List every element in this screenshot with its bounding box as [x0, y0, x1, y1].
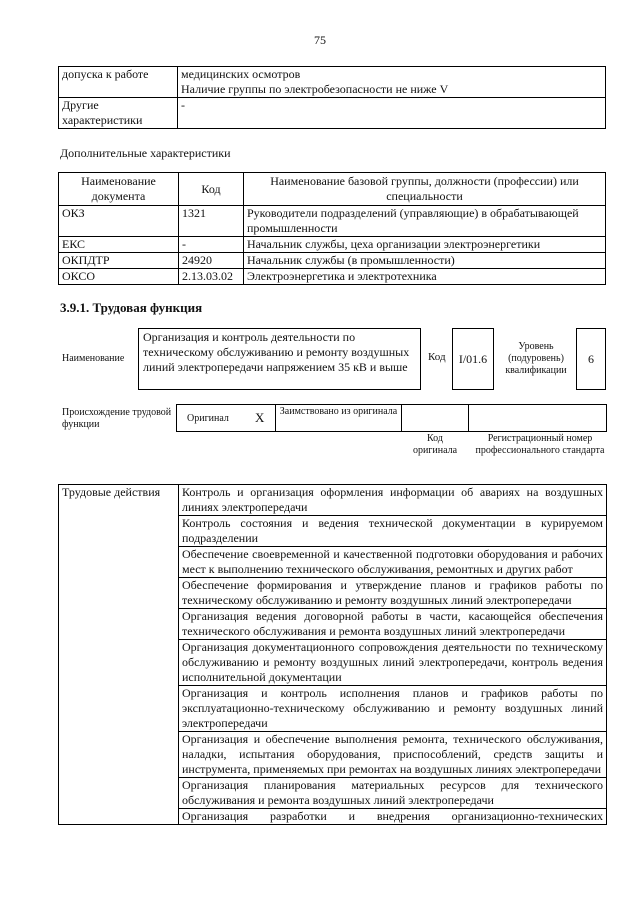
original-mark: X — [255, 410, 265, 425]
code-box — [452, 328, 494, 390]
table-row — [59, 269, 606, 285]
level-value: 6 — [588, 352, 594, 366]
action-item: Контроль и организация оформления информации об авариях на воздушных линиях электропередачи — [179, 485, 607, 516]
action-item: Организация документационного сопровождения деятельности по техническому обслуживанию и ремонту воздушных линий электропередачи, контроль ведения исполнительной документации — [179, 640, 607, 686]
action-item: Контроль состояния и ведения технической документации в курируемом подразделении — [179, 516, 607, 547]
original-label: Оригинал — [187, 413, 229, 424]
borrowed-box — [275, 404, 402, 432]
column-header: Наименование документа — [59, 173, 179, 206]
page-number: 75 — [314, 33, 326, 47]
row-label: допуска к работе — [59, 67, 178, 98]
action-item: Обеспечение своевременной и качественной подготовки оборудования и рабочих мест к выполнению технического обслуживания, ремонтных и других работ — [179, 547, 607, 578]
table-cell: 24920 — [179, 253, 244, 269]
level-box — [576, 328, 606, 390]
borrowed-label: Заимствовано из оригинала — [279, 406, 398, 417]
table-row — [59, 485, 607, 516]
table-cell: Руководители подразделений (управляющие) в обрабатывающей промышленности — [244, 206, 606, 237]
table-row — [59, 98, 606, 129]
action-item: Обеспечение формирования и утверждение планов и графиков работы по техническому обслуживанию и ремонту воздушных линий электропередачи — [179, 578, 607, 609]
column-header: Код — [179, 173, 244, 206]
table-cell: ОКПДТР — [59, 253, 179, 269]
table-cell: - — [179, 237, 244, 253]
action-item: Организация и обеспечение выполнения ремонта, технического обслуживания, наладки, испытания оборудования, приспособлений, средств защиты и инструмента, применяемых при ремонтах на воздушных линиях электропередачи — [179, 732, 607, 778]
code-label: Код — [428, 351, 446, 363]
value-line: медицинских осмотров — [181, 67, 301, 81]
orig-code-box — [401, 404, 469, 432]
row-label: Другие характеристики — [59, 98, 178, 129]
table-cell: 2.13.03.02 — [179, 269, 244, 285]
actions-label: Трудовые действия — [59, 485, 179, 825]
column-header: Наименование базовой группы, должности (профессии) или специальности — [244, 173, 606, 206]
name-label: Наименование — [62, 353, 125, 364]
function-name-value: Организация и контроль деятельности по техническому обслуживанию и ремонту воздушных линий электропередачи напряжением 35 кВ и выше — [143, 330, 410, 374]
row-value: - — [178, 98, 606, 129]
table-header-row — [59, 173, 606, 206]
origin-boxes — [176, 404, 607, 432]
value-line: Наличие группы по электробезопасности не ниже V — [181, 82, 449, 96]
reg-number-caption: Регистрационный номер профессионального стандарта — [475, 433, 605, 456]
code-value: I/01.6 — [458, 352, 488, 366]
orig-code-caption: Код оригинала — [412, 433, 458, 456]
table-row — [59, 237, 606, 253]
row-value — [178, 67, 606, 98]
table-row — [59, 67, 606, 98]
original-box — [176, 404, 276, 432]
table-cell: 1321 — [179, 206, 244, 237]
action-item: Организация планирования материальных ресурсов для технического обслуживания и ремонта воздушных линий электропередачи — [179, 778, 607, 809]
table-cell: Электроэнергетика и электротехника — [244, 269, 606, 285]
function-name-box — [138, 328, 421, 390]
table-cell: ОКЗ — [59, 206, 179, 237]
action-item: Организация и контроль исполнения планов и графиков работы по эксплуатационно-техническому обслуживанию и ремонту воздушных линий электропередачи — [179, 686, 607, 732]
additional-characteristics-table — [58, 172, 606, 285]
table-cell: ОКСО — [59, 269, 179, 285]
function-heading: 3.9.1. Трудовая функция — [60, 300, 203, 315]
table-row — [59, 253, 606, 269]
reg-number-box — [468, 404, 607, 432]
section-title: Дополнительные характеристики — [60, 146, 231, 160]
table-row — [59, 206, 606, 237]
action-item: Организация ведения договорной работы в части, касающейся обеспечения технического обслуживания и ремонта воздушных линий электропередачи — [179, 609, 607, 640]
table-cell: Начальник службы (в промышленности) — [244, 253, 606, 269]
table-cell: Начальник службы, цеха организации электроэнергетики — [244, 237, 606, 253]
action-item: Организация разработки и внедрения организационно-технических — [179, 809, 607, 825]
qualification-table — [58, 66, 606, 129]
origin-label: Происхождение трудовой функции — [62, 407, 172, 430]
table-cell: ЕКС — [59, 237, 179, 253]
level-label: Уровень (подуровень) квалификации — [505, 341, 567, 376]
labor-actions-table — [58, 484, 607, 825]
